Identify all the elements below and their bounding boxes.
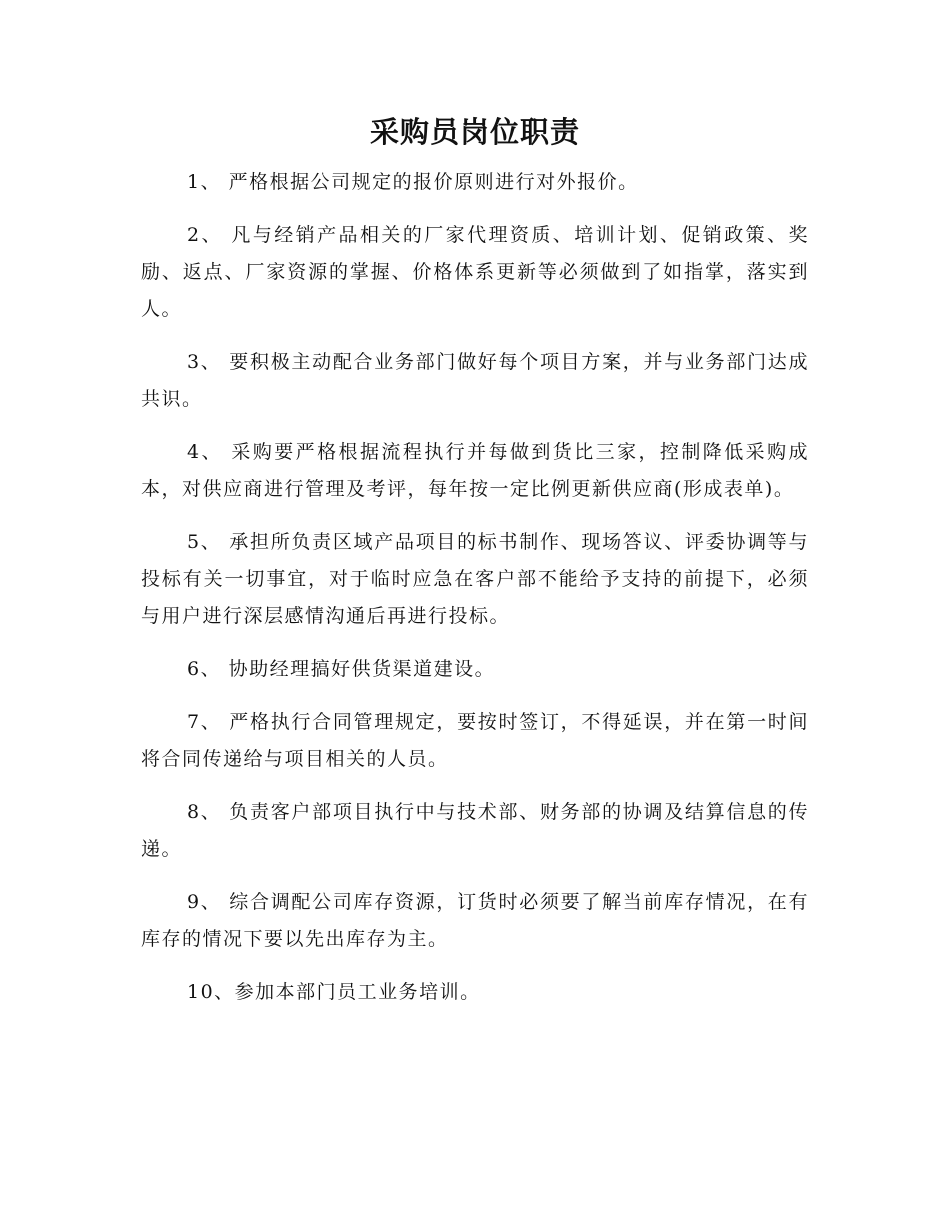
duty-item-2: 2、 凡与经销产品相关的厂家代理资质、培训计划、促销政策、奖励、返点、厂家资源的掌握、价格体系更新等必须做到了如指掌，落实到人。 xyxy=(141,224,809,320)
duty-item-9: 9、 综合调配公司库存资源，订货时必须要了解当前库存情况，在有库存的情况下要以先出库存为主。 xyxy=(141,891,809,950)
duty-item-10: 10、参加本部门员工业务培训。 xyxy=(187,981,481,1003)
duty-item-3: 3、 要积极主动配合业务部门做好每个项目方案，并与业务部门达成共识。 xyxy=(141,351,809,410)
duty-item-7: 7、 严格执行合同管理规定，要按时签订，不得延误，并在第一时间将合同传递给与项目相关的人员。 xyxy=(141,711,809,770)
duty-item-8: 8、 负责客户部项目执行中与技术部、财务部的协调及结算信息的传递。 xyxy=(141,801,809,860)
duty-item-5: 5、 承担所负责区域产品项目的标书制作、现场答议、评委协调等与投标有关一切事宜，对于临时应急在客户部不能给予支持的前提下，必须与用户进行深层感情沟通后再进行投标。 xyxy=(141,531,809,627)
duty-item-6: 6、 协助经理搞好供货渠道建设。 xyxy=(187,658,496,680)
document-title: 采购员岗位职责 xyxy=(369,115,580,149)
document-body xyxy=(141,164,809,1027)
duty-item-1: 1、 严格根据公司规定的报价原则进行对外报价。 xyxy=(187,171,639,193)
duty-item-4: 4、 采购要严格根据流程执行并每做到货比三家，控制降低采购成本，对供应商进行管理及考评，每年按一定比例更新供应商(形成表单)。 xyxy=(141,441,809,500)
